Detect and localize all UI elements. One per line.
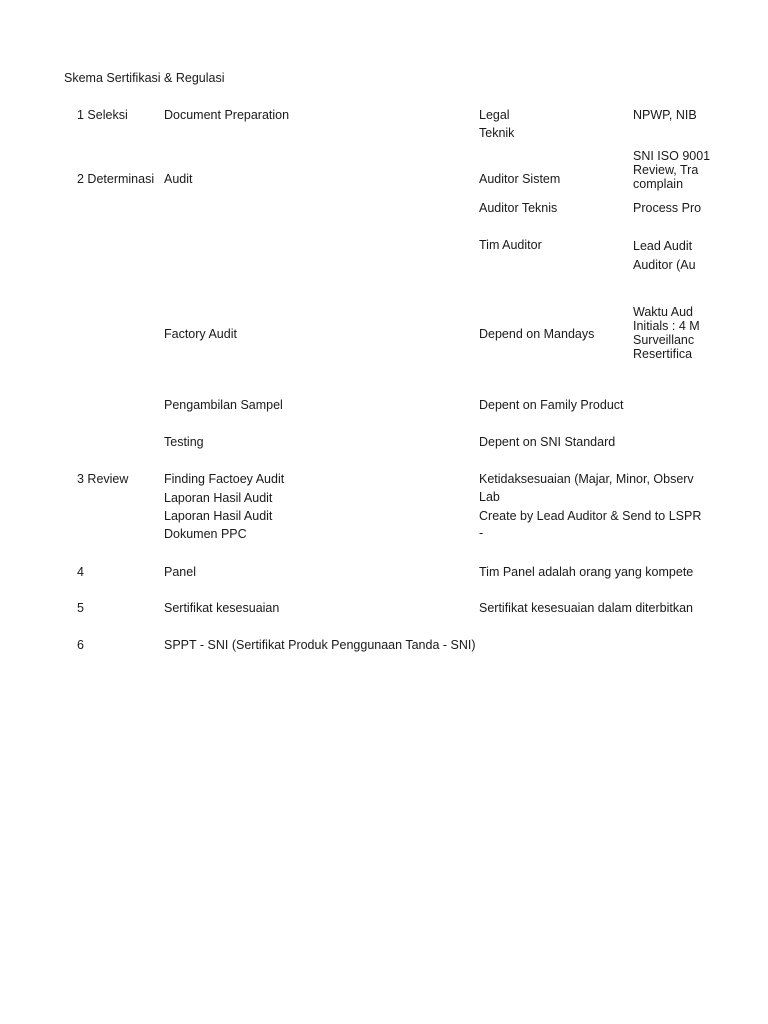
activity-dokumen-ppc: Dokumen PPC: [164, 527, 247, 541]
step-1-label: 1 Seleksi: [77, 108, 128, 122]
sheet-title: Skema Sertifikasi & Regulasi: [64, 71, 225, 85]
detail-tim-panel: Tim Panel adalah orang yang kompete: [479, 565, 694, 579]
note-legal-docs: NPWP, NIB: [633, 108, 697, 122]
activity-pengambilan-sampel: Pengambilan Sampel: [164, 398, 283, 412]
note-tim-auditor: Lead Audit Auditor (Au: [633, 239, 696, 272]
detail-tim-auditor: Tim Auditor: [479, 238, 542, 252]
step-5-label: 5: [77, 601, 84, 615]
detail-depend-on-mandays: Depend on Mandays: [479, 327, 595, 341]
detail-auditor-teknis: Auditor Teknis: [479, 201, 558, 215]
activity-sertifikat-kesesuaian: Sertifikat kesesuaian: [164, 601, 280, 615]
step-6-label: 6: [77, 638, 84, 652]
activity-audit: Audit: [164, 172, 193, 186]
step-2-label: 2 Determinasi: [77, 172, 155, 186]
activity-sppt-sni: SPPT - SNI (Sertifikat Produk Penggunaan Tanda - SNI): [164, 638, 476, 652]
step-4-label: 4: [77, 565, 84, 579]
note-factory-audit: Waktu Aud Initials : 4 M Surveillanc Resertifica: [633, 305, 700, 361]
detail-sertifikat-diterbitkan: Sertifikat kesesuaian dalam diterbitkan: [479, 601, 694, 615]
activity-document-preparation: Document Preparation: [164, 108, 290, 122]
activity-finding-factory-audit: Finding Factoey Audit: [164, 472, 285, 486]
detail-family-product: Depent on Family Product: [479, 398, 624, 412]
note-auditor-sistem: SNI ISO 9001 Review, Tra complain: [633, 149, 711, 191]
detail-sni-standard: Depent on SNI Standard: [479, 435, 616, 449]
detail-lab: Lab: [479, 490, 500, 504]
detail-teknik: Teknik: [479, 126, 515, 140]
activity-laporan-hasil-audit-2: Laporan Hasil Audit: [164, 509, 273, 523]
activity-factory-audit: Factory Audit: [164, 327, 237, 341]
activity-testing: Testing: [164, 435, 204, 449]
detail-dash: -: [479, 526, 484, 540]
step-3-label: 3 Review: [77, 472, 129, 486]
detail-auditor-sistem: Auditor Sistem: [479, 172, 561, 186]
activity-laporan-hasil-audit-1: Laporan Hasil Audit: [164, 491, 273, 505]
detail-create-by-lead-auditor: Create by Lead Auditor & Send to LSPR: [479, 509, 702, 523]
detail-legal: Legal: [479, 108, 510, 122]
detail-ketidaksesuaian: Ketidaksesuaian (Majar, Minor, Observ: [479, 472, 694, 486]
note-auditor-teknis: Process Pro: [633, 201, 702, 215]
activity-panel: Panel: [164, 565, 196, 579]
